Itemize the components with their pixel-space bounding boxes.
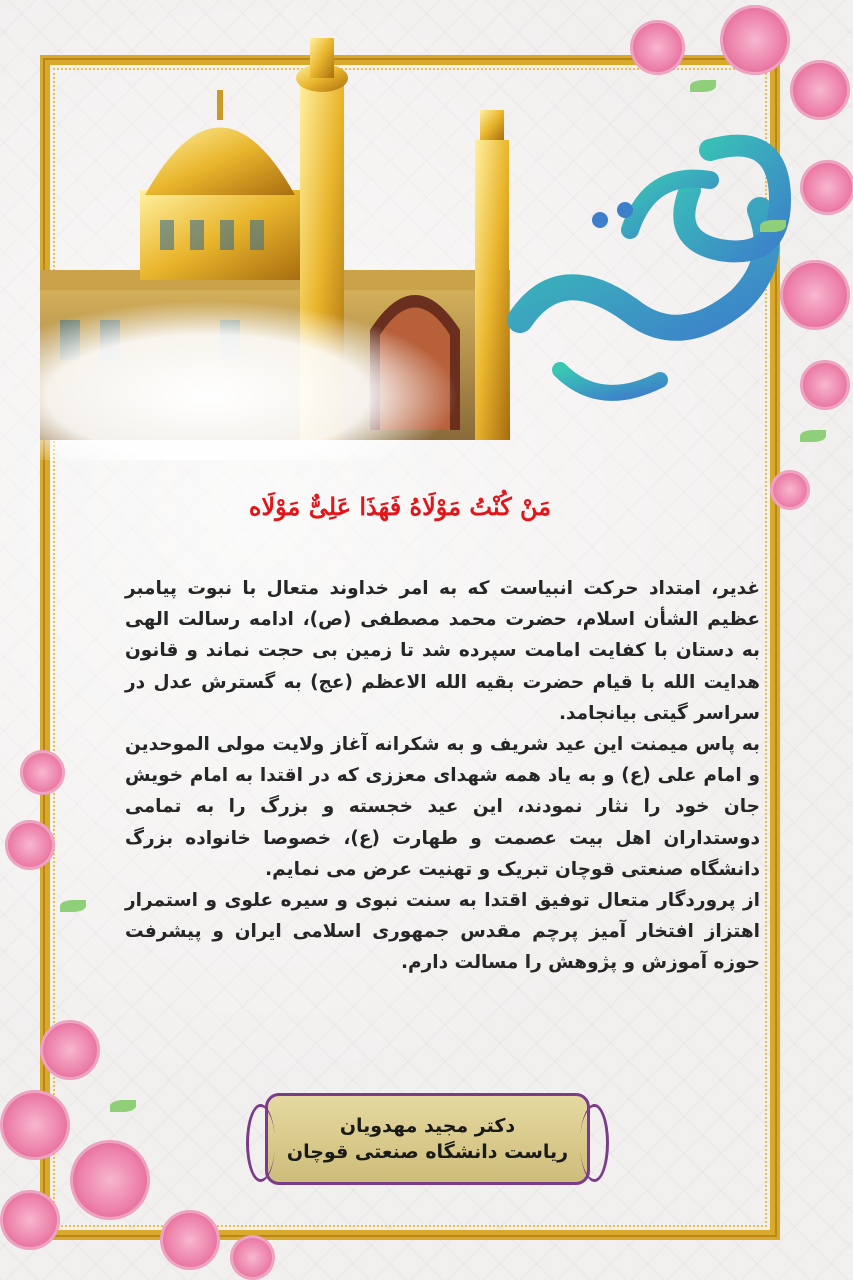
paragraph: غدیر، امتداد حرکت انبیاست که به امر خداوند متعال با نبوت پیامبر عظیم الشأن اسلام، حضرت محمد مصطفی (ص)، ادامه رسالت الهی به دستان با کفایت امامت سپرده شد تا زمین بی حجت نماند و قانون هدایت الله با قیام حضرت بقیه الله الاعظم (عج) به گسترش عدل در سراسر گیتی بیانجامد. bbox=[125, 578, 760, 724]
signature-name: دکتر مجید مهدویان bbox=[339, 1115, 516, 1137]
signature-role: ریاست دانشگاه صنعتی قوچان bbox=[286, 1141, 569, 1163]
ornament-right-icon bbox=[580, 1104, 609, 1182]
paragraph: به پاس میمنت این عید شریف و به شکرانه آغاز ولایت مولی الموحدین و امام علی (ع) و به یاد همه شهدای معززی که در اقتدا به امام خویش جان خود را نثار نمودند، این عید خجسته و بزرگ را به تمامی دوستداران اهل بیت عصمت و طهارت (ع)، خصوصا خانواده بزرگ دانشگاه صنعتی قوچان تبریک و تهنیت عرض می نمایم. bbox=[125, 734, 760, 880]
paragraph: از پروردگار متعال توفیق اقتدا به سنت نبوی و سیره علوی و استمرار اهتزاز افتخار آمیز پرچم مقدس جمهوری اسلامی ایران و پیشرفت حوزه آموزش و پژوهش را مسالت دارم. bbox=[125, 890, 760, 974]
hadith-quote: مَنْ کُنْتُ مَوْلَاهُ فَهَذَا عَلِیٌّ مَوْلَاه bbox=[248, 492, 552, 521]
cloud-decoration bbox=[40, 300, 460, 460]
message-body bbox=[125, 573, 760, 979]
signature-box bbox=[265, 1093, 590, 1185]
ghadir-calligraphy bbox=[480, 110, 810, 410]
ornament-left-icon bbox=[246, 1104, 275, 1182]
